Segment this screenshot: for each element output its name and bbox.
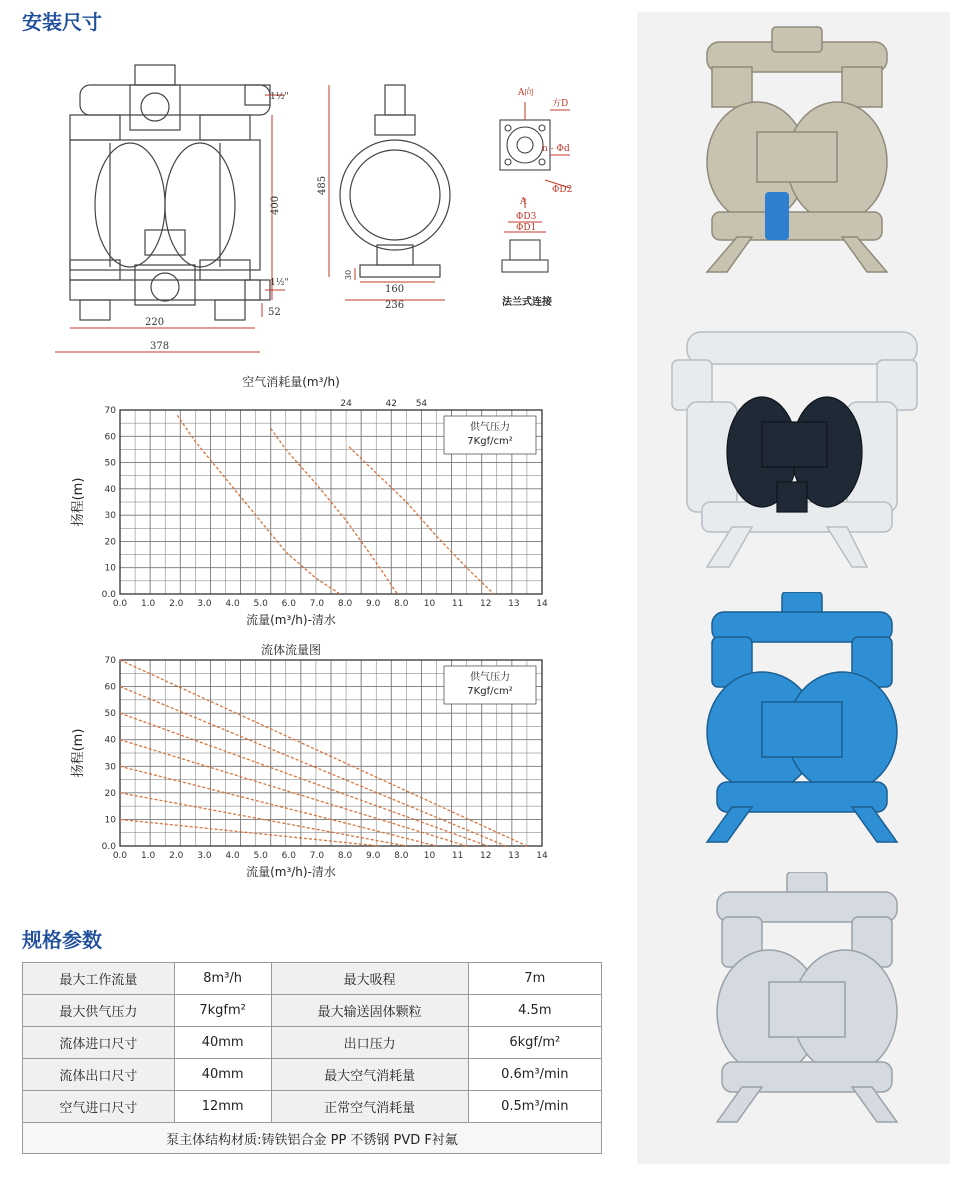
x-tick-label: 3.0 [197, 851, 212, 861]
spec-value: 40mm [174, 1059, 271, 1091]
spec-row [23, 1027, 602, 1059]
pump-photo-pp [667, 312, 937, 572]
x-tick-label: 9.0 [366, 599, 381, 609]
x-tick-label: 12 [480, 599, 492, 609]
x-tick-label: 7.0 [309, 599, 325, 609]
legend-text: 供气压力 [470, 422, 510, 433]
pump-photo-aluminium [707, 872, 907, 1132]
pump-photo-stainless [697, 22, 897, 282]
spec-row [23, 995, 602, 1027]
x-tick-label: 5.0 [253, 599, 268, 609]
x-tick-label: 3.0 [197, 599, 212, 609]
legend-text: 7Kgf/cm² [467, 686, 513, 697]
spec-label: 最大吸程 [271, 963, 468, 995]
x-tick-label: 4.0 [225, 599, 240, 609]
dim-378: 378 [150, 341, 170, 352]
spec-row [23, 1091, 602, 1123]
flange-a: A [520, 197, 527, 207]
x-tick-label: 10 [423, 851, 436, 861]
y-axis-label: 扬程(m) [71, 728, 86, 778]
spec-label: 最大空气消耗量 [271, 1059, 468, 1091]
y-tick-label: 30 [104, 762, 116, 773]
spec-label: 空气进口尺寸 [23, 1091, 175, 1123]
y-tick-label: 50 [104, 709, 116, 720]
y-tick-label: 0.0 [101, 842, 116, 852]
x-tick-label: 8.0 [394, 851, 409, 861]
x-tick-label: 8.0 [337, 599, 353, 609]
x-tick-label: 6.0 [281, 599, 296, 609]
spec-value: 7kgfm² [174, 995, 271, 1027]
product-photo-panel [637, 12, 950, 1164]
dim-160: 160 [385, 284, 405, 295]
y-tick-label: 40 [104, 735, 116, 746]
air-consumption-chart [60, 372, 560, 637]
spec-value: 40mm [174, 1027, 271, 1059]
spec-label: 流体进口尺寸 [23, 1027, 175, 1059]
x-tick-label: 9.0 [366, 851, 381, 861]
y-tick-label: 10 [104, 563, 116, 574]
flange-phi-d2: ΦD2 [552, 185, 573, 195]
dim-236: 236 [385, 300, 405, 310]
flange-phi-d3: ΦD3 [516, 212, 537, 222]
x-tick-label: 7.0 [309, 851, 325, 861]
y-tick-label: 10 [104, 815, 116, 826]
y-tick-label: 40 [104, 484, 116, 495]
spec-label: 最大输送固体颗粒 [271, 995, 468, 1027]
x-tick-label: 10 [423, 599, 436, 609]
spec-value: 12mm [174, 1091, 271, 1123]
legend-text: 7Kgf/cm² [467, 436, 513, 447]
flow-curve-1 [177, 415, 340, 594]
x-tick-label: 4.0 [225, 851, 240, 861]
x-tick-label: 2.0 [169, 851, 184, 861]
spec-section-title: 规格参数 [22, 928, 102, 952]
x-tick-label: 6.0 [281, 851, 296, 861]
y-tick-label: 60 [104, 432, 116, 443]
spec-label: 正常空气消耗量 [271, 1091, 468, 1123]
y-tick-label: 70 [104, 656, 116, 666]
muffler-icon [765, 192, 789, 240]
spec-value: 0.5m³/min [468, 1091, 601, 1123]
x-tick-label: 1.0 [140, 599, 156, 609]
spec-value: 4.5m [468, 995, 601, 1027]
y-axis-label: 扬程(m) [71, 477, 86, 527]
x-tick-label: 11 [451, 851, 464, 861]
y-tick-label: 20 [104, 788, 116, 799]
spec-table [22, 962, 602, 1154]
dim-52: 52 [268, 307, 281, 318]
x-tick-label: 2.0 [169, 599, 184, 609]
y-tick-label: 30 [104, 511, 116, 522]
x-tick-label: 0.0 [112, 851, 128, 861]
y-tick-label: 0.0 [101, 590, 116, 600]
x-tick-label: 14 [536, 599, 548, 609]
x-tick-label: 11 [451, 599, 464, 609]
flange-phi-d1: ΦD1 [516, 223, 537, 233]
y-tick-label: 20 [104, 537, 116, 548]
legend-text: 供气压力 [470, 672, 510, 683]
x-tick-label: 0.0 [112, 599, 128, 609]
top-tick-label: 54 [415, 399, 428, 409]
dim-400: 400 [270, 195, 281, 215]
dim-220: 220 [145, 317, 165, 328]
top-axis-label: 空气消耗量(m³/h) [242, 375, 340, 389]
x-tick-label: 8.0 [394, 599, 409, 609]
spec-footer-row [23, 1123, 602, 1154]
y-tick-label: 60 [104, 682, 116, 693]
spec-value: 8m³/h [174, 963, 271, 995]
install-section-title: 安装尺寸 [22, 10, 102, 34]
flange-square-d: 方D [552, 99, 569, 109]
pump-photo-blue [702, 592, 902, 852]
dim-inlet-top: 1½" [270, 92, 289, 102]
x-tick-label: 1.0 [140, 851, 156, 861]
x-tick-label: 8.0 [337, 851, 353, 861]
flange-detail-drawing [480, 80, 600, 315]
spec-value: 6kgf/m² [468, 1027, 601, 1059]
y-tick-label: 50 [104, 458, 116, 469]
x-tick-label: 14 [536, 851, 548, 861]
top-tick-label: 24 [340, 399, 352, 409]
front-view-drawing [50, 55, 300, 370]
spec-label: 最大工作流量 [23, 963, 175, 995]
flow-curve-2 [271, 428, 398, 594]
x-tick-label: 5.0 [253, 851, 268, 861]
x-tick-label: 13 [508, 599, 520, 609]
x-axis-label: 流量(m³/h)-清水 [246, 865, 336, 879]
flange-caption: 法兰式连接 [502, 297, 552, 308]
spec-label: 最大供气压力 [23, 995, 175, 1027]
x-tick-label: 12 [480, 851, 492, 861]
spec-row [23, 1059, 602, 1091]
top-tick-label: 42 [385, 399, 398, 409]
flange-n-phid: n - Φd [542, 144, 570, 154]
spec-value: 7m [468, 963, 601, 995]
x-tick-label: 13 [508, 851, 520, 861]
x-axis-label: 流量(m³/h)-清水 [246, 613, 336, 627]
spec-label: 出口压力 [271, 1027, 468, 1059]
flange-a-direction: A向 [518, 88, 534, 98]
y-tick-label: 70 [104, 406, 116, 416]
spec-label: 流体出口尺寸 [23, 1059, 175, 1091]
dim-inlet-bottom: 1½" [270, 278, 289, 288]
chart-title: 流体流量图 [260, 643, 322, 657]
spec-row [23, 963, 602, 995]
dim-30: 30 [344, 269, 353, 280]
spec-material-note: 泵主体结构材质:铸铁铝合金 PP 不锈钢 PVD F衬氟 [23, 1123, 602, 1154]
side-view-drawing [315, 80, 455, 310]
dim-485: 485 [317, 175, 328, 195]
spec-value: 0.6m³/min [468, 1059, 601, 1091]
fluid-flow-chart [60, 636, 560, 886]
